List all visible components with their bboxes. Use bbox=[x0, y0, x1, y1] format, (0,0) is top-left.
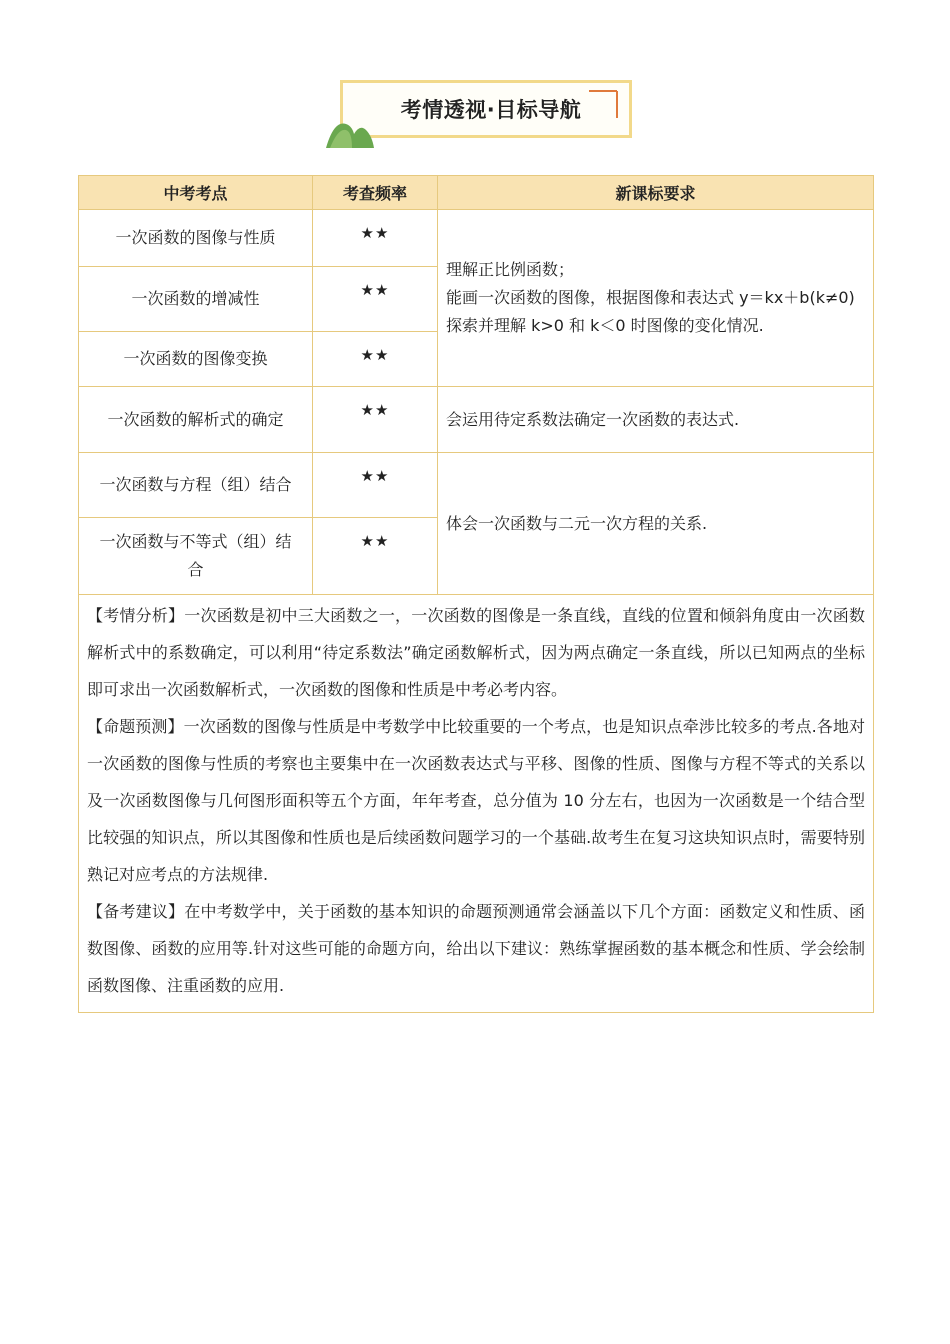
requirement-line: 能画一次函数的图像，根据图像和表达式 y＝kx＋b(k≠0) bbox=[446, 288, 855, 307]
frequency-stars: ★★ bbox=[313, 453, 438, 518]
hills-icon bbox=[326, 116, 376, 148]
exam-point: 一次函数与不等式（组）结合 bbox=[79, 518, 313, 595]
title-banner bbox=[336, 80, 633, 140]
banner-title: 考情透视·目标导航 bbox=[400, 98, 582, 122]
analysis-cell bbox=[79, 595, 874, 1013]
frequency-stars: ★★ bbox=[313, 518, 438, 595]
prediction-paragraph: 【命题预测】一次函数的图像与性质是中考数学中比较重要的一个考点，也是知识点牵涉比较多的考点.各地对一次函数的图像与性质的考察也主要集中在一次函数表达式与平移、图像的性质、图像与方程不等式的关系以及一次函数图像与几何图形面积等五个方面，年年考查，总分值为 10 分左右，也因为一次函数是一个结合型比较强的知识点，所以其图像和性质也是后续函数问题学习的一个基础.故考生在复习这块知识点时，需要特别熟记对应考点的方法规律. bbox=[87, 717, 865, 884]
header-requirement: 新课标要求 bbox=[438, 176, 874, 210]
requirement-cell: 体会一次函数与二元一次方程的关系. bbox=[438, 453, 874, 595]
exam-point: 一次函数的图像变换 bbox=[79, 332, 313, 387]
exam-point: 一次函数与方程（组）结合 bbox=[79, 453, 313, 518]
header-frequency: 考查频率 bbox=[313, 176, 438, 210]
analysis-paragraph: 【考情分析】一次函数是初中三大函数之一，一次函数的图像是一条直线，直线的位置和倾斜角度由一次函数解析式中的系数确定，可以利用“待定系数法”确定函数解析式，因为两点确定一条直线，所以已知两点的坐标即可求出一次函数解析式，一次函数的图像和性质是中考必考内容。 bbox=[87, 606, 865, 699]
frequency-stars: ★★ bbox=[313, 210, 438, 267]
exam-point: 一次函数的增减性 bbox=[79, 267, 313, 332]
exam-point: 一次函数的解析式的确定 bbox=[79, 387, 313, 453]
requirement-cell bbox=[438, 210, 874, 387]
table-row bbox=[79, 387, 874, 453]
table-row bbox=[79, 210, 874, 267]
requirement-cell: 会运用待定系数法确定一次函数的表达式. bbox=[438, 387, 874, 453]
frequency-stars: ★★ bbox=[313, 332, 438, 387]
requirement-line: 理解正比例函数； bbox=[446, 260, 575, 279]
header-exam-point: 中考考点 bbox=[79, 176, 313, 210]
analysis-row bbox=[79, 595, 874, 1013]
frequency-stars: ★★ bbox=[313, 267, 438, 332]
exam-points-table bbox=[78, 175, 874, 1013]
requirement-line: 探索并理解 k>0 和 k＜0 时图像的变化情况. bbox=[446, 316, 764, 335]
exam-point: 一次函数的图像与性质 bbox=[79, 210, 313, 267]
frequency-stars: ★★ bbox=[313, 387, 438, 453]
table-header-row bbox=[79, 176, 874, 210]
suggestion-paragraph: 【备考建议】在中考数学中，关于函数的基本知识的命题预测通常会涵盖以下几个方面：函数定义和性质、函数图像、函数的应用等.针对这些可能的命题方向，给出以下建议：熟练掌握函数的基本概念和性质、学会绘制函数图像、注重函数的应用. bbox=[87, 902, 865, 995]
table-row bbox=[79, 453, 874, 518]
